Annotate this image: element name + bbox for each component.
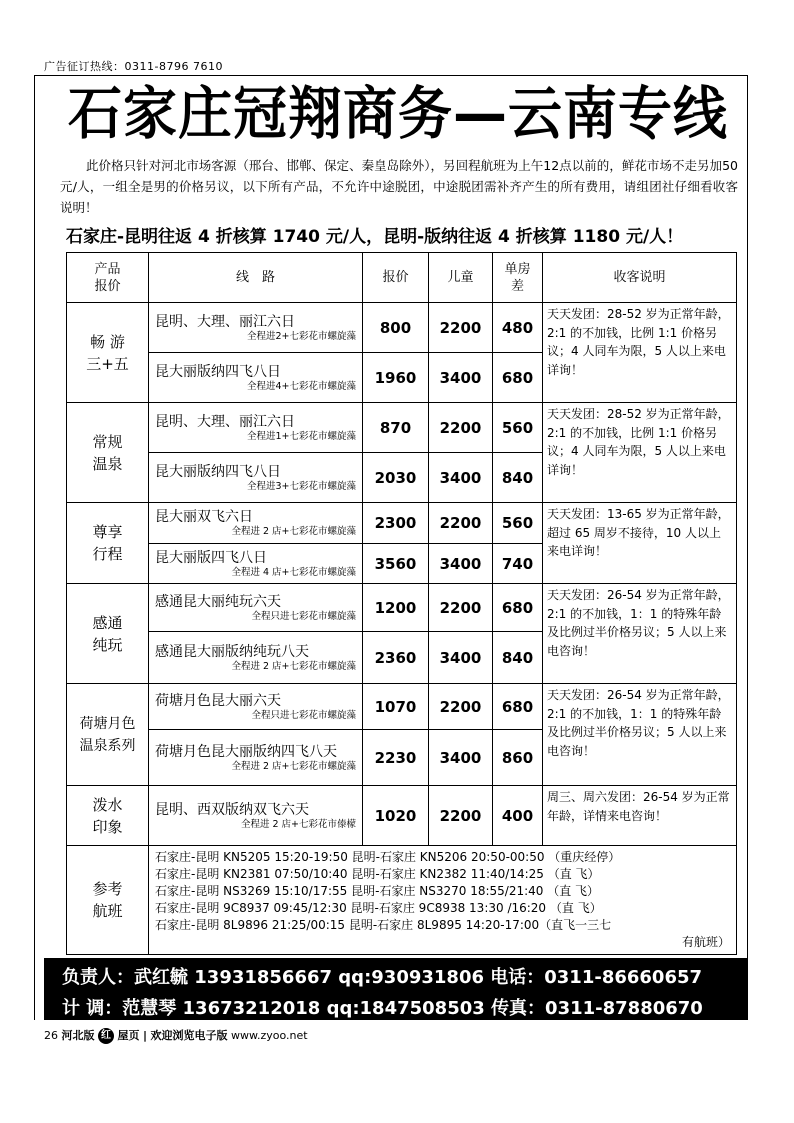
- single-supplement-cell: 480: [493, 303, 543, 353]
- route-cell: 昆明、大理、丽江六日 全程进2+七彩花市螺旋藻: [149, 303, 363, 353]
- flight-line: 石家庄-昆明 NS3269 15:10/17:55 昆明-石家庄 NS3270 18:55/21:40 （直 飞）: [155, 884, 600, 898]
- ad-hotline: 广告征订热线：0311-8796 7610: [44, 60, 223, 73]
- footer-separator: |: [143, 1029, 148, 1042]
- single-supplement-cell: 680: [493, 353, 543, 403]
- category-cell: 畅 游 三+五: [67, 303, 149, 403]
- single-supplement-cell: 680: [493, 584, 543, 632]
- category-cell: 泼水 印象: [67, 786, 149, 846]
- child-price-cell: 2200: [429, 786, 493, 846]
- contact-line-manager: 负责人：武红毓 13931856667 qq:930931806 电话：0311-86660657: [62, 967, 703, 988]
- child-price-cell: 2200: [429, 684, 493, 730]
- single-supplement-cell: 840: [493, 453, 543, 503]
- child-price-cell: 3400: [429, 453, 493, 503]
- child-price-cell: 2200: [429, 503, 493, 544]
- price-table: [66, 252, 737, 955]
- header-single: 单房 差: [493, 253, 543, 303]
- flight-line: 石家庄-昆明 9C8937 09:45/12:30 昆明-石家庄 9C8938 13:30 /16:20 （直 飞）: [155, 901, 602, 915]
- fare-line: 石家庄-昆明往返 4 折核算 1740 元/人，昆明-版纳往返 4 折核算 1180 元/人！: [66, 227, 684, 247]
- table-row: [67, 584, 737, 632]
- notes-cell: 周三、周六发团：26-54 岁为正常年龄，详情来电咨询！: [543, 786, 737, 846]
- route-cell: 昆大丽版四飞八日 全程进 4 店+七彩花市螺旋藻: [149, 544, 363, 584]
- footer-url[interactable]: www.zyoo.net: [231, 1029, 308, 1042]
- route-cell: 感通昆大丽纯玩六天 全程只进七彩花市螺旋藻: [149, 584, 363, 632]
- header-route: 线 路: [149, 253, 363, 303]
- header-notes: 收客说明: [543, 253, 737, 303]
- contact-banner: [44, 958, 748, 1020]
- route-cell: 昆明、西双版纳双飞六天 全程进 2 店+七彩花市傣檬: [149, 786, 363, 846]
- child-price-cell: 3400: [429, 632, 493, 684]
- price-cell: 3560: [363, 544, 429, 584]
- price-cell: 2300: [363, 503, 429, 544]
- price-cell: 1020: [363, 786, 429, 846]
- route-cell: 昆大丽版纳四飞八日 全程进4+七彩花市螺旋藻: [149, 353, 363, 403]
- single-supplement-cell: 560: [493, 503, 543, 544]
- notes-cell: 天天发团：13-65 岁为正常年龄，超过 65 周岁不接待，10 人以上来电详询！: [543, 503, 737, 584]
- flight-line-tail: 有航班）: [681, 935, 730, 949]
- table-row: [67, 503, 737, 544]
- single-supplement-cell: 860: [493, 730, 543, 786]
- single-supplement-cell: 680: [493, 684, 543, 730]
- header-child: 儿童: [429, 253, 493, 303]
- intro-paragraph: 此价格只针对河北市场客源（邢台、邯郸、保定、秦皇岛除外），另回程航班为上午12点以前的，鲜花市场不走另加50元/人，一组全是男的价格另议，以下所有产品，不允许中途脱团，中途脱团需补齐产生的所有费用，请组团社仔细看收客说明！: [60, 158, 738, 215]
- price-cell: 2360: [363, 632, 429, 684]
- notes-cell: 天天发团：28-52 岁为正常年龄，2:1 的不加钱，比例 1:1 价格另议；4 人同车为限，5 人以上来电详询！: [543, 303, 737, 403]
- flight-line: 石家庄-昆明 KN5205 15:20-19:50 昆明-石家庄 KN5206 20:50-00:50 （重庆经停）: [155, 850, 621, 864]
- price-cell: 2230: [363, 730, 429, 786]
- flight-line: 石家庄-昆明 8L9896 21:25/00:15 昆明-石家庄 8L9895 14:20-17:00（直飞一三七: [155, 918, 612, 932]
- child-price-cell: 2200: [429, 403, 493, 453]
- flights-row: [67, 846, 737, 955]
- footer-tagline: 欢迎浏览电子版: [150, 1029, 228, 1042]
- price-cell: 1200: [363, 584, 429, 632]
- single-supplement-cell: 840: [493, 632, 543, 684]
- child-price-cell: 2200: [429, 584, 493, 632]
- route-cell: 昆大丽版纳四飞八日 全程进3+七彩花市螺旋藻: [149, 453, 363, 503]
- edition-label: 河北版: [61, 1029, 95, 1042]
- table-row: [67, 303, 737, 353]
- contact-line-planner: 计 调：范慧琴 13673212018 qq:1847508503 传真：0311-87880670: [62, 998, 703, 1019]
- flights-cell: [149, 846, 737, 955]
- table-row: [67, 403, 737, 453]
- category-cell: 常规 温泉: [67, 403, 149, 503]
- route-cell: 昆明、大理、丽江六日 全程进1+七彩花市螺旋藻: [149, 403, 363, 453]
- single-supplement-cell: 400: [493, 786, 543, 846]
- child-price-cell: 3400: [429, 544, 493, 584]
- single-supplement-cell: 740: [493, 544, 543, 584]
- single-supplement-cell: 560: [493, 403, 543, 453]
- category-cell: 感通 纯玩: [67, 584, 149, 684]
- notes-cell: 天天发团：26-54 岁为正常年龄，2:1 的不加钱，1：1 的特殊年龄及比例过半价格另议；5 人以上来电咨询！: [543, 684, 737, 786]
- brand-name: 屋页: [117, 1029, 140, 1042]
- brand-logo-icon: 红: [98, 1028, 114, 1044]
- header-price: 报价: [363, 253, 429, 303]
- notes-cell: 天天发团：28-52 岁为正常年龄，2:1 的不加钱，比例 1:1 价格另议；4 人同车为限，5 人以上来电详询！: [543, 403, 737, 503]
- table-row: [67, 684, 737, 730]
- child-price-cell: 3400: [429, 730, 493, 786]
- child-price-cell: 2200: [429, 303, 493, 353]
- category-cell: 尊享 行程: [67, 503, 149, 584]
- table-row: [67, 786, 737, 846]
- price-cell: 1070: [363, 684, 429, 730]
- page-title: 石家庄冠翔商务—云南专线: [68, 80, 728, 147]
- price-cell: 2030: [363, 453, 429, 503]
- child-price-cell: 3400: [429, 353, 493, 403]
- route-cell: 荷塘月色昆大丽六天 全程只进七彩花市螺旋藻: [149, 684, 363, 730]
- flight-line: 石家庄-昆明 KN2381 07:50/10:40 昆明-石家庄 KN2382 11:40/14:25 （直 飞）: [155, 867, 600, 881]
- price-cell: 870: [363, 403, 429, 453]
- route-cell: 荷塘月色昆大丽版纳四飞八天 全程进 2 店+七彩花市螺旋藻: [149, 730, 363, 786]
- header-product: 产品 报价: [67, 253, 149, 303]
- notes-cell: 天天发团：26-54 岁为正常年龄，2:1 的不加钱，1：1 的特殊年龄及比例过半价格另议；5 人以上来电咨询！: [543, 584, 737, 684]
- page-number: 26: [44, 1029, 58, 1042]
- route-cell: 昆大丽双飞六日 全程进 2 店+七彩花市螺旋藻: [149, 503, 363, 544]
- category-cell: 荷塘月色 温泉系列: [67, 684, 149, 786]
- price-cell: 800: [363, 303, 429, 353]
- route-cell: 感通昆大丽版纳纯玩八天 全程进 2 店+七彩花市螺旋藻: [149, 632, 363, 684]
- price-cell: 1960: [363, 353, 429, 403]
- flights-category-cell: 参考 航班: [67, 846, 149, 955]
- page-footer: [44, 1027, 308, 1044]
